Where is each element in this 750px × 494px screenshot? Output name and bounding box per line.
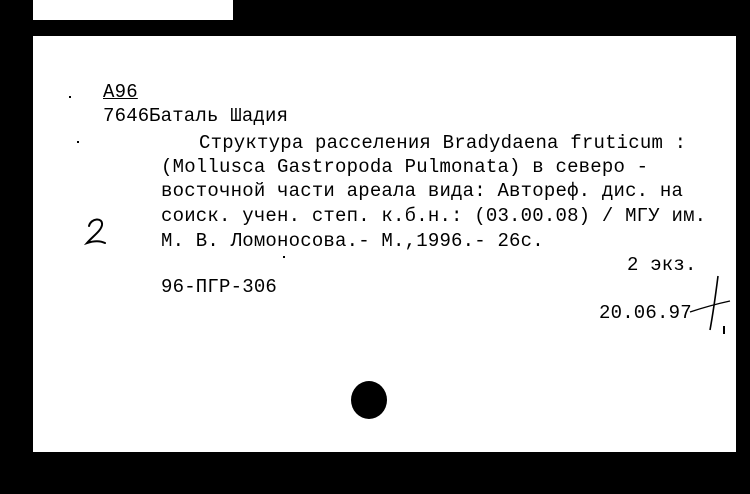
scan-border-right <box>736 36 750 452</box>
registration-number: 96-ПГР-306 <box>161 276 278 298</box>
pen-check-mark <box>688 274 732 334</box>
card-number: 7646 <box>103 105 150 127</box>
catalog-card <box>33 36 736 452</box>
copies-count: 2 экз. <box>627 254 697 276</box>
scan-speck <box>69 96 71 98</box>
scan-border-left <box>0 0 33 494</box>
scan-speck <box>723 326 725 334</box>
title-line-2: (Mollusca Gastropoda Pulmonata) в северо - <box>161 156 649 178</box>
handwritten-mark <box>83 214 113 248</box>
scan-speck <box>77 141 79 143</box>
title-line-3: восточной части ареала вида: Автореф. дис. на <box>161 180 684 202</box>
shelf-mark: А96 <box>103 81 138 103</box>
scan-speck <box>283 256 285 258</box>
scan-border-gap <box>33 0 233 20</box>
date-stamp: 20.06.97 <box>599 302 692 324</box>
title-line-1: Структура расселения Bradydaena fruticum : <box>199 132 687 154</box>
author-name: Баталь Шадия <box>149 105 289 127</box>
punch-hole <box>351 381 387 419</box>
title-line-5: М. В. Ломоносова.- М.,1996.- 26с. <box>161 230 544 252</box>
scan-border-bottom <box>0 452 750 494</box>
title-line-4: соиск. учен. степ. к.б.н.: (03.00.08) / МГУ им. <box>161 205 707 227</box>
